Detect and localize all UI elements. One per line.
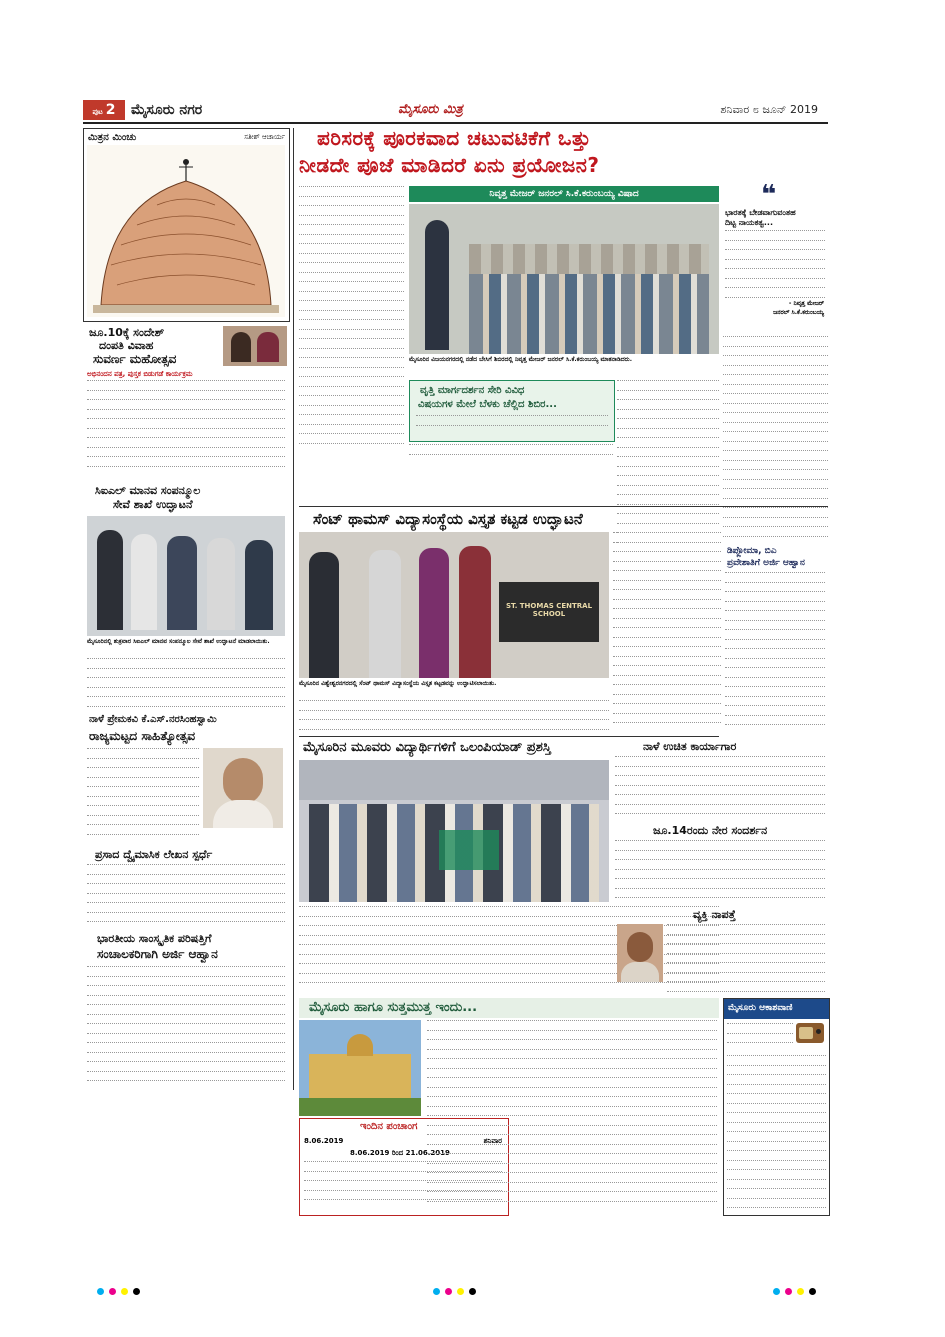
camp-head-1: ವೃತ್ತಿ ಮಾರ್ಗದರ್ಶನ ಸೇರಿ ವಿವಿಧ — [420, 385, 525, 396]
missing-head: ವ್ಯಕ್ತಿ ನಾಪತ್ತೆ — [693, 908, 736, 921]
workshop-story — [613, 740, 828, 820]
missing-story — [613, 908, 828, 996]
registration-dots-center — [433, 1280, 481, 1299]
today-head: ಮೈಸೂರು ಹಾಗೂ ಸುತ್ತಮುತ್ತ ಇಂದು... — [309, 1000, 478, 1015]
missing-body — [667, 924, 825, 994]
essay-story — [83, 848, 288, 928]
radio-body — [727, 1055, 826, 1211]
cartoon-drawing — [87, 145, 285, 317]
quote-body — [725, 230, 825, 298]
lead-head-2: ನೀಡದೇ ಪೂಜೆ ಮಾಡಿದರೆ ಏನು ಪ್ರಯೋಜನ? — [299, 153, 600, 177]
civil-photo — [87, 516, 285, 636]
masthead-brand: ಮೈಸೂರು ಮಿತ್ರ — [398, 102, 463, 117]
poet-body — [87, 748, 199, 842]
jubilee-head-3: ಸುವರ್ಣ ಮಹೋತ್ಸವ — [93, 352, 177, 366]
essay-body — [87, 864, 285, 926]
bharatiya-body — [87, 966, 285, 1086]
workshop-body — [615, 756, 825, 818]
panchang-range: 8.06.2019 ರಿಂದ 21.06.2019 — [350, 1149, 450, 1157]
camp-box — [409, 380, 615, 442]
interview-head-2: ಪ್ರವೇಶಾತಿಗೆ ಅರ್ಜಿ ಆಹ್ವಾನ — [727, 558, 805, 568]
school-body-bottom — [299, 700, 609, 734]
camp-head-2: ವಿಷಯಗಳ ಮೇಲೆ ಬೆಳಕು ಚೆಲ್ಲಿದ ಶಿಬಿರ... — [418, 399, 557, 410]
quote-head-2: ದಿಟ್ಟ ನಾಯಕತ್ವ... — [725, 218, 773, 227]
lead-body-col1 — [299, 186, 404, 448]
page-number-value: 2 — [105, 102, 116, 118]
camp-body — [416, 415, 608, 439]
school-photo — [299, 532, 609, 678]
lead-caption: ಮೈಸೂರಿನ ವಿಜಯನಗರದಲ್ಲಿ ನಡೆದ ಬೇಸಿಗೆ ಶಿಬಿರದಲ್ಲಿ ನಿವೃತ್ತ ಮೇಜರ್ ಜನರಲ್ ಸಿ.ಕೆ.ಕರುಂಬಯ್ಯ ಮಾತನಾಡಿದರು. — [409, 356, 632, 363]
couple-photo — [223, 326, 287, 366]
rule-olympiad — [299, 736, 719, 737]
olympiad-photo — [299, 760, 609, 902]
lead-body-col3 — [617, 380, 719, 544]
today-listings — [427, 1020, 717, 1206]
header-rule — [83, 122, 828, 124]
rule-school — [299, 506, 828, 507]
issue-date: ಶನಿವಾರ ೮ ಜೂನ್ 2019 — [720, 103, 818, 116]
civil-caption: ಮೈಸೂರಿನಲ್ಲಿ ಶುಕ್ರವಾರ ಸಿಐಎಲ್ ಮಾನವ ಸಂಪನ್ಮೂಲ ಸೇವೆ ಶಾಖೆ ಉದ್ಘಾಟನೆ ಮಾಡಲಾಯಿತು. — [87, 638, 270, 645]
quote-attrib-2: ಜನರಲ್ ಸಿ.ಕೆ.ಕರುಂಬಯ್ಯ — [773, 309, 824, 316]
poet-portrait — [203, 748, 283, 828]
panchang-date: 8.06.2019 — [304, 1137, 344, 1145]
interview2-body — [615, 840, 825, 902]
newspaper-page — [83, 100, 828, 1290]
radio-box — [723, 998, 830, 1216]
cartoon-box — [83, 128, 290, 322]
bharatiya-head-2: ಸಂಚಾಲಕರಿಗಾಗಿ ಅರ್ಜಿ ಆಹ್ವಾನ — [97, 947, 218, 961]
interview2-head: ಜೂ.14ರಂದು ನೇರ ಸಂದರ್ಶನ — [653, 824, 768, 837]
lead-headline — [299, 126, 828, 182]
interview-story — [723, 546, 828, 736]
bharatiya-head-1: ಭಾರತೀಯ ಸಾಂಸ್ಕೃತಿಕ ಪರಿಷತ್ತಿಗೆ — [97, 932, 212, 945]
school-caption: ಮೈಸೂರಿನ ವಿಶ್ವೇಶ್ವರನಗರದಲ್ಲಿ ಸೆಂಟ್ ಥಾಮಸ್ ವಿದ್ಯಾಸಂಸ್ಥೆಯ ವಿಸ್ತೃತ ಕಟ್ಟಡವನ್ನು ಉದ್ಘಾಟಿಸಲಾಯಿತು. — [299, 680, 497, 687]
page-label: ಪುಟ — [92, 108, 103, 116]
lead-photo-tag: ನಿವೃತ್ತ ಮೇಜರ್ ಜನರಲ್ ಸಿ.ಕೆ.ಕರುಂಬಯ್ಯ ವಿಷಾದ — [409, 186, 719, 202]
lead-head-1: ಪರಿಸರಕ್ಕೆ ಪೂರಕವಾದ ಚಟುವಟಿಕೆಗೆ ಒತ್ತು — [317, 126, 592, 150]
school-sign: ST. THOMAS CENTRAL SCHOOL — [499, 582, 599, 642]
section-title: ಮೈಸೂರು ನಗರ — [131, 102, 203, 118]
page-number — [83, 100, 125, 120]
poet-story — [83, 714, 288, 844]
poet-head-1: ರಾಜ್ಯಮಟ್ಟದ ಸಾಹಿತ್ಯೋತ್ಸವ — [89, 729, 196, 743]
registration-dots-right — [773, 1280, 821, 1299]
school-head: ಸೆಂಟ್ ಥಾಮಸ್ ವಿದ್ಯಾಸಂಸ್ಥೆಯ ವಿಸ್ತೃತ ಕಟ್ಟಡ ಉದ್ಘಾಟನೆ — [313, 510, 583, 528]
poet-head-0: ನಾಳೆ ಪ್ರೇಮಕವಿ ಕೆ.ಎಸ್.ನರಸಿಂಹಸ್ವಾಮಿ — [89, 714, 217, 725]
registration-dots-left — [97, 1280, 145, 1299]
column-divider — [293, 128, 294, 1090]
jubilee-body — [87, 380, 285, 480]
bharatiya-story — [83, 932, 288, 1090]
school-body-side — [613, 532, 721, 732]
essay-head: ಪ್ರಸಾದ ದ್ವೈಮಾಸಿಕ ಲೇಖನ ಸ್ಪರ್ಧೆ — [95, 848, 213, 861]
civil-head-2: ಸೇವೆ ಶಾಖೆ ಉದ್ಘಾಟನೆ — [113, 498, 193, 511]
workshop-head: ನಾಳೆ ಉಚಿತ ಕಾರ್ಯಾಗಾರ — [643, 740, 737, 753]
missing-person-photo — [617, 924, 663, 982]
radio-icon — [796, 1023, 824, 1043]
jubilee-kicker: ಅಭಿನಂದನ ಪತ್ರ, ಪುಸ್ತಕ ಬಿಡುಗಡೆ ಕಾರ್ಯಕ್ರಮ — [87, 370, 193, 378]
interview-body — [725, 572, 825, 732]
page-header — [83, 100, 828, 120]
civil-head-1: ಸಿಐಎಲ್ ಮಾನವ ಸಂಪನ್ಮೂಲ — [95, 484, 201, 497]
palace-photo — [299, 1020, 421, 1116]
olympiad-head: ಮೈಸೂರಿನ ಮೂವರು ವಿದ್ಯಾರ್ಥಿಗಳಿಗೆ ಒಲಂಪಿಯಾಡ್ ಪ್ರಶಸ್ತಿ — [303, 740, 551, 755]
camp-body-more — [409, 444, 613, 504]
interview2-story — [613, 824, 828, 904]
panchang-title: ಇಂದಿನ ಪಂಚಾಂಗ — [360, 1121, 418, 1132]
quote-box — [723, 180, 828, 332]
jubilee-head-2: ದಂಪತಿ ವಿವಾಹ — [99, 339, 154, 352]
quote-head-1: ಭಾರತಕ್ಕೆ ಬೇಡವಾಗುವಂತಹ — [725, 208, 796, 217]
radio-header — [724, 999, 829, 1019]
cartoon-title: ಮಿತ್ರನ ಮಿಂಚು — [88, 132, 137, 143]
civil-story — [83, 484, 288, 710]
radio-body-top — [727, 1023, 793, 1053]
panchang-day: ಶನಿವಾರ — [483, 1137, 502, 1145]
civil-body — [87, 658, 285, 710]
radio-head: ಮೈಸೂರು ಆಕಾಶವಾಣಿ — [728, 1003, 793, 1013]
interview-head-1: ಡಿಪ್ಲೋಮಾ, ಬಿಎ — [727, 546, 777, 556]
jubilee-story — [83, 326, 288, 481]
cartoon-artist: ಸತೀಶ್ ಆಚಾರ್ಯ — [244, 133, 285, 141]
quote-mark-icon: ❝ — [761, 180, 777, 210]
lead-photo — [409, 204, 719, 354]
jubilee-head-1: ಜೂ.10ಕ್ಕೆ ಸಂದೇಶ್ — [89, 326, 165, 339]
lead-body-col4 — [723, 336, 828, 542]
quote-attrib-1: - ನಿವೃತ್ತ ಮೇಜರ್ — [788, 300, 824, 307]
today-banner — [299, 998, 719, 1018]
